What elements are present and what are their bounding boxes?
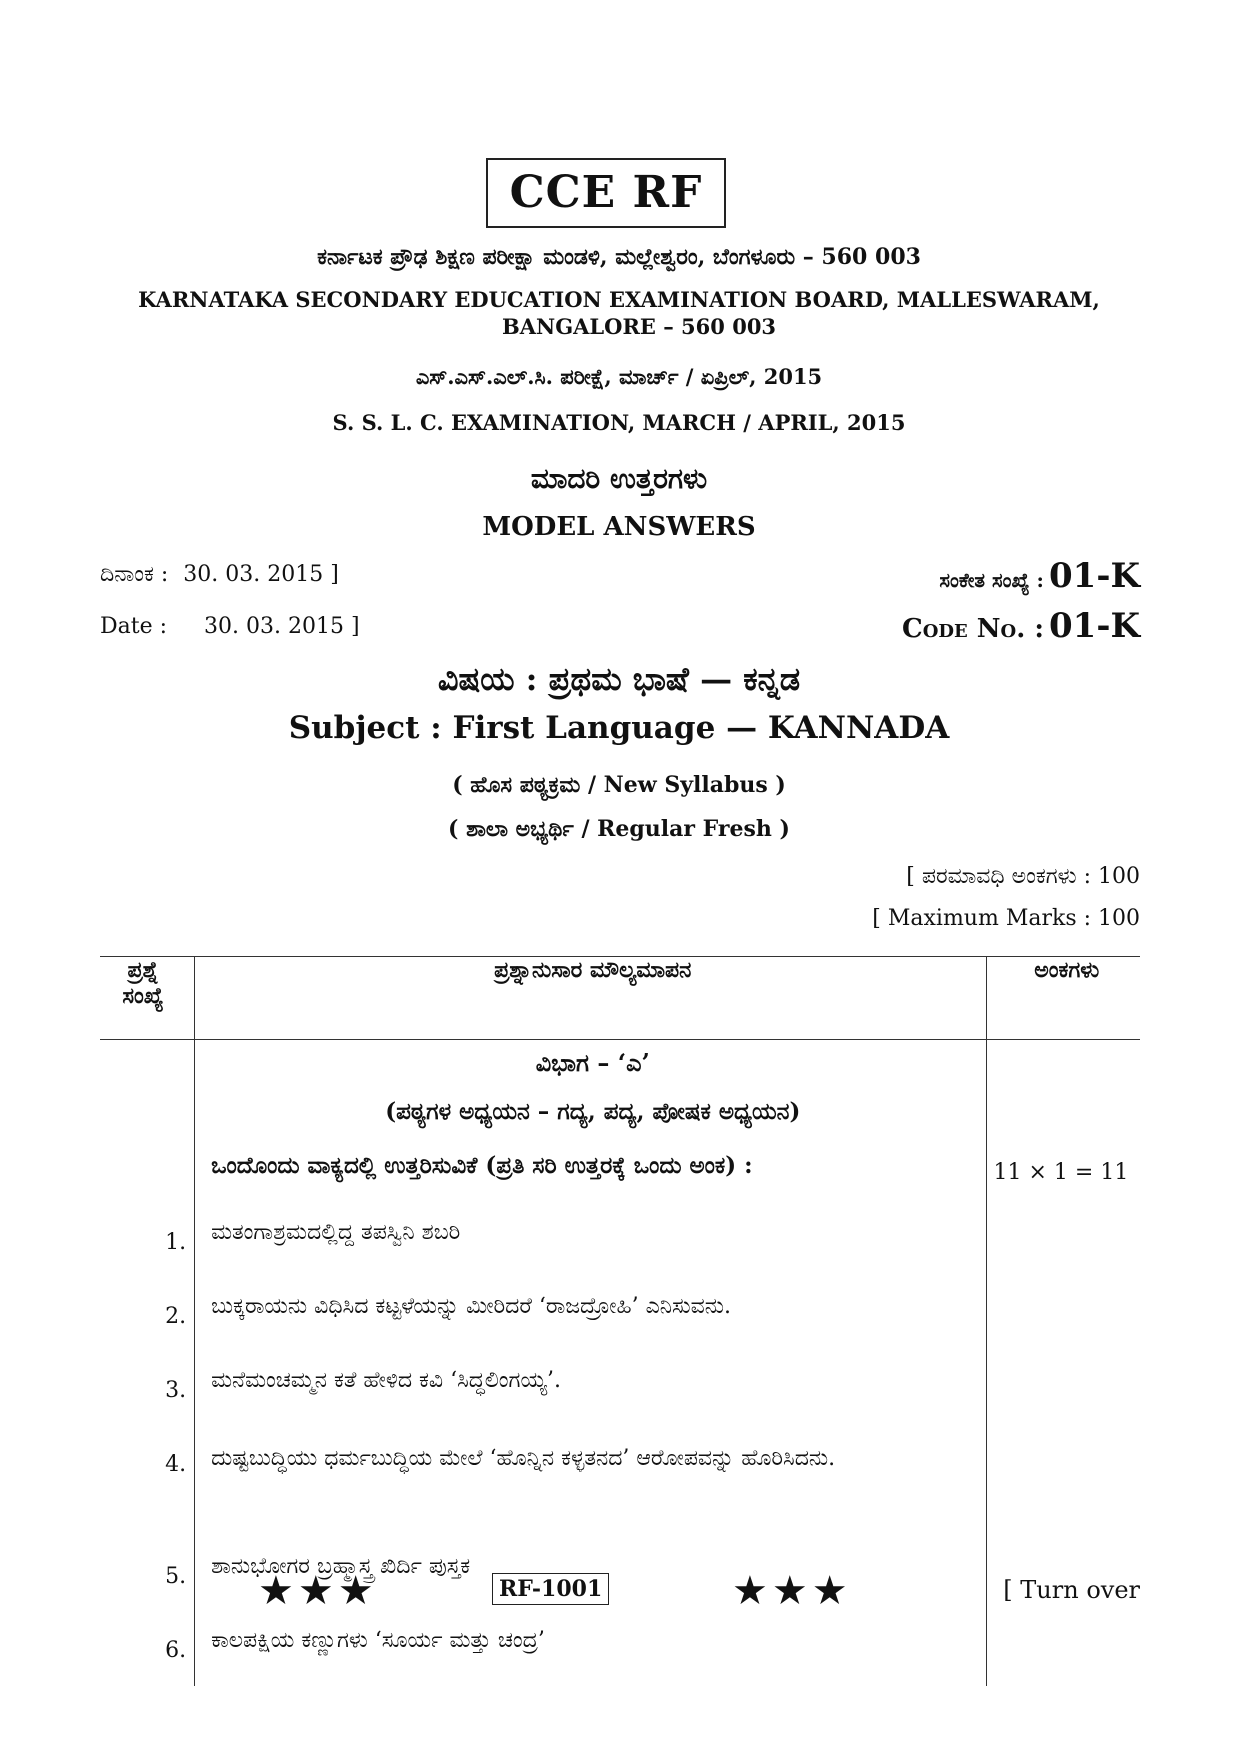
question-number-header-line1: ಪ್ರಶ್ನೆ — [127, 957, 159, 983]
date-label-kannada: ದಿನಾಂಕ : — [100, 562, 169, 587]
code-english — [902, 606, 1140, 646]
table-row — [100, 1618, 1140, 1686]
section-title-row — [100, 1040, 1140, 1093]
marks-header: ಅಂಕಗಳು — [987, 957, 1140, 1040]
board-name-english-line2: BANGALORE – 560 003 — [501, 314, 777, 339]
table-row — [100, 1284, 1140, 1358]
table-row — [100, 1210, 1140, 1284]
section-subtitle: (ಪಠ್ಯಗಳ ಅಧ್ಯಯನ – ಗದ್ಯ, ಪದ್ಯ, ಪೋಷಕ ಅಧ್ಯಯನ) — [195, 1092, 987, 1148]
exam-title-kannada: ಎಸ್.ಎಸ್.ಎಲ್.ಸಿ. ಪರೀಕ್ಷೆ, ಮಾರ್ಚ್ / ಏಪ್ರಿಲ್, 2015 — [415, 364, 823, 389]
footer-stars-left — [258, 1568, 378, 1614]
max-marks-kannada: [ ಪರಮಾವಧಿ ಅಂಕಗಳು : 100 — [906, 864, 1140, 889]
question-number: 5. — [100, 1544, 195, 1618]
date-english — [100, 614, 360, 639]
code-value: 01-K — [1049, 606, 1140, 646]
table-row — [100, 1544, 1140, 1618]
evaluation-header: ಪ್ರಶ್ನಾನುಸಾರ ಮೌಲ್ಯಮಾಪನ — [195, 957, 987, 1040]
stars-right: ★★★ — [732, 1568, 852, 1614]
date-code-row — [100, 606, 1140, 646]
question-number-header-line2: ಸಂಖ್ಯೆ — [122, 983, 164, 1009]
date-label: Date : — [100, 614, 168, 639]
instruction-row — [100, 1148, 1140, 1210]
answer-text: ದುಷ್ಟಬುದ್ಧಿಯು ಧರ್ಮಬುದ್ಧಿಯ ಮೇಲೆ ‘ಹೊನ್ನಿನ ಕಳ್ಳತನದ’ ಆರೋಪವನ್ನು ಹೊರಿಸಿದನು. — [195, 1432, 987, 1544]
instruction-text: ಒಂದೊಂದು ವಾಕ್ಯದಲ್ಲಿ ಉತ್ತರಿಸುವಿಕೆ (ಪ್ರತಿ ಸರಿ ಉತ್ತರಕ್ಕೆ ಒಂದು ಅಂಕ) : — [195, 1148, 987, 1210]
model-answers-english: MODEL ANSWERS — [482, 512, 756, 542]
table-row — [100, 1358, 1140, 1432]
answer-text: ಕಾಲಪಕ್ಷಿಯ ಕಣ್ಣುಗಳು ‘ಸೂರ್ಯ ಮತ್ತು ಚಂದ್ರ’ — [195, 1618, 987, 1686]
board-name-kannada: ಕರ್ನಾಟಕ ಪ್ರೌಢ ಶಿಕ್ಷಣ ಪರೀಕ್ಷಾ ಮಂಡಳಿ, ಮಲ್ಲೇಶ್ವರಂ, ಬೆಂಗಳೂರು – 560 003 — [317, 244, 921, 270]
exam-title-english: S. S. L. C. EXAMINATION, MARCH / APRIL, 2015 — [332, 410, 906, 435]
date-code-row-kannada — [100, 556, 1140, 596]
table-row — [100, 1432, 1140, 1544]
answer-text: ಮತಂಗಾಶ್ರಮದಲ್ಲಿದ್ದ ತಪಸ್ವಿನಿ ಶಬರಿ — [195, 1210, 987, 1284]
question-number: 2. — [100, 1284, 195, 1358]
section-subtitle-row — [100, 1092, 1140, 1148]
candidate-label: ( ಶಾಲಾ ಅಭ್ಯರ್ಥಿ / Regular Fresh ) — [448, 816, 790, 842]
footer-code — [492, 1576, 609, 1602]
answer-text: ಶಾನುಭೋಗರ ಬ್ರಹ್ಮಾಸ್ತ್ರ ಖಿರ್ದಿ ಪುಸ್ತಕ — [195, 1544, 987, 1618]
stars-left: ★★★ — [258, 1568, 378, 1614]
question-number: 3. — [100, 1358, 195, 1432]
answer-text: ಬುಕ್ಕರಾಯನು ವಿಧಿಸಿದ ಕಟ್ಟಳೆಯನ್ನು ಮೀರಿದರೆ ‘ರಾಜದ್ರೋಹಿ’ ಎನಿಸುವನು. — [195, 1284, 987, 1358]
footer-stars-right — [732, 1568, 852, 1614]
max-marks-english: [ Maximum Marks : 100 — [872, 906, 1140, 931]
answers-table — [100, 956, 1140, 1686]
date-kannada — [100, 562, 339, 587]
subject-english: Subject : First Language — KANNADA — [288, 710, 950, 746]
code-kannada — [939, 556, 1140, 596]
model-answers-kannada: ಮಾದರಿ ಉತ್ತರಗಳು — [530, 462, 708, 495]
question-number: 6. — [100, 1618, 195, 1686]
rf-code-box: RF-1001 — [492, 1573, 609, 1605]
question-number: 1. — [100, 1210, 195, 1284]
date-value-kannada: 30. 03. 2015 ] — [183, 562, 339, 587]
answer-text: ಮನೆಮಂಚಮ್ಮನ ಕತೆ ಹೇಳಿದ ಕವಿ ‘ಸಿದ್ಧಲಿಂಗಯ್ಯ’. — [195, 1358, 987, 1432]
table-header-row — [100, 957, 1140, 1040]
turn-over-label: [ Turn over — [1003, 1576, 1140, 1604]
syllabus-label: ( ಹೊಸ ಪಠ್ಯಕ್ರಮ / New Syllabus ) — [452, 772, 786, 798]
section-title: ವಿಭಾಗ – ‘ಎ’ — [195, 1040, 987, 1093]
cce-rf-title: CCE RF — [486, 158, 726, 228]
code-label-kannada: ಸಂಕೇತ ಸಂಖ್ಯೆ : — [939, 568, 1044, 592]
question-number: 4. — [100, 1432, 195, 1544]
subject-kannada: ವಿಷಯ : ಪ್ರಥಮ ಭಾಷೆ — ಕನ್ನಡ — [437, 660, 801, 698]
board-name-english-line1: KARNATAKA SECONDARY EDUCATION EXAMINATION BOARD, MALLESWARAM, — [138, 287, 1100, 312]
marks-value: 11 × 1 = 11 — [993, 1160, 1129, 1185]
code-value-kannada: 01-K — [1049, 556, 1140, 596]
date-value: 30. 03. 2015 ] — [204, 614, 360, 639]
question-number-header — [100, 957, 195, 1040]
code-label: Code No. : — [902, 614, 1044, 644]
